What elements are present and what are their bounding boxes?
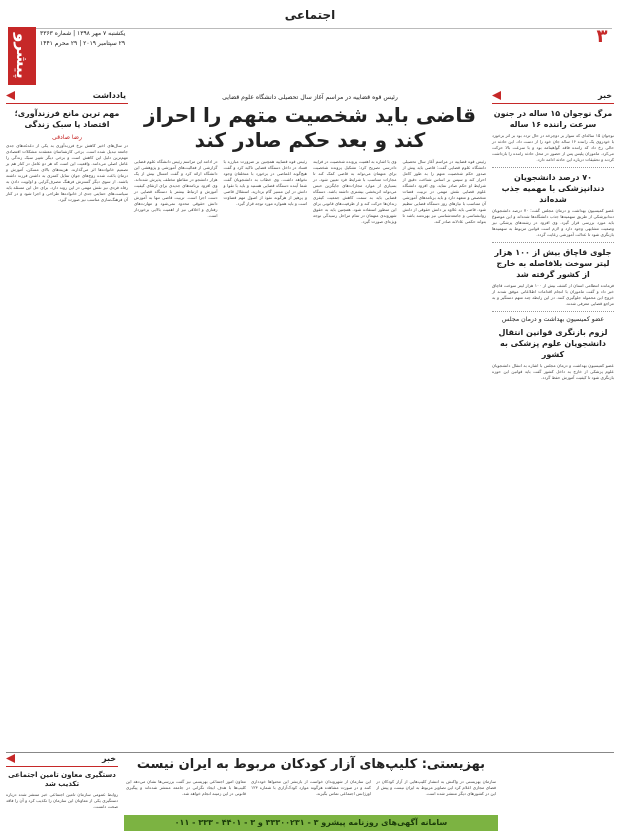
story3-body: فرمانده انتظامی استان از کشف بیش از ۱۰۰ هزار لیتر سوخت قاچاق خبر داد و گفت ماموران با انجام اقدامات اطلاعاتی موفق شدند از خروج این محموله جلوگیری کنند. در این رابطه چند متهم دستگیر و به مراجع قضایی معرفی شدند. bbox=[492, 283, 615, 306]
arrow-left-icon bbox=[6, 91, 15, 100]
story4-headline[interactable]: لزوم بازنگری قوانین انتقال دانشجویان علوم پزشکی به کشور bbox=[498, 328, 608, 359]
bottom-body-col-1: سازمان بهزیستی در واکنش به انتشار کلیپ‌هایی از آزار کودکان در فضای مجازی اعلام کرد این تصاویر مربوط به ایران نیست و پیش از این در کشورهای دیگر منتشر شده است. bbox=[376, 779, 496, 796]
story2-headline[interactable]: ۷۰ درصد دانشجویان دندانپزشکی با مهمیه جذب شده‌اند bbox=[501, 173, 605, 204]
bottom-headline[interactable]: بهزیستی: کلیپ‌های آزار کودکان مربوط به ایران نیست bbox=[136, 757, 486, 772]
arrow-left-icon bbox=[6, 754, 15, 763]
main-headline[interactable]: قاضی باید شخصیت متهم را احراز کند و بعد حکم صادر کند bbox=[143, 103, 477, 152]
story4-body: عضو کمیسیون بهداشت و درمان مجلس با اشاره به انتقال دانشجویان علوم پزشکی از خارج به داخل کشور گفت باید قوانین این حوزه بازنگری شود تا کیفیت آموزش حفظ گردد. bbox=[492, 363, 614, 380]
left-column-tag: یادداشت bbox=[92, 91, 126, 100]
main-story bbox=[134, 90, 486, 750]
ad-banner[interactable]: سامانه آگهی‌های روزنامه پیشرو ۳ - ۳۳۳۰۰۲۳۱ و ۳ - ۴۴۰۱ - ۳۳۳ - ۰۱۱ bbox=[124, 815, 498, 831]
note-headline[interactable]: مهم ترین مانع فرزندآوری؛ اقتصاد یا سبک زندگی bbox=[14, 109, 120, 129]
main-body-col-2: وی با اشاره به اهمیت پرونده شخصیت در فرایند دادرسی تصریح کرد: تشکیل پرونده شخصیت برای متهمان می‌تواند به قاضی کمک کند تا مجازات متناسب با شرایط فرد تعیین شود. در بسیاری از موارد مجازات‌های جایگزین حبس می‌تواند اثربخشی بیشتری داشته باشد. دستگاه قضایی باید به سمت کاهش جمعیت کیفری زندان‌ها حرکت کند و از ظرفیت‌های قانونی برای این منظور استفاده شود. همچنین باید به حقوق شهروندی متهمان در تمام مراحل رسیدگی توجه ویژه‌ای صورت گیرد. bbox=[313, 159, 397, 224]
main-story-columns bbox=[134, 159, 486, 225]
left-column-header bbox=[6, 90, 128, 104]
main-body-col-3: رئیس قوه قضاییه همچنین بر ضرورت مبارزه با فساد در داخل دستگاه قضایی تاکید کرد و گفت هیچ‌گونه اغماضی در برخورد با متخلفان وجود نخواهد داشت. وی خطاب به دانشجویان گفت شما آینده دستگاه قضایی هستید و باید با تقوا و دانش در این مسیر گام بردارید. استقلال قاضی و پرهیز از هرگونه نفوذ از اصول مهم قضاوت است و باید همواره مورد توجه قرار گیرد. bbox=[223, 159, 307, 206]
bottom-left-headline[interactable]: دستگیری معاون تامین اجتماعی تکذیب شد bbox=[8, 771, 116, 788]
story1-body: نوجوان ۱۵ ساله‌ای که سوار بر دوچرخه در حال تردد بود بر اثر برخورد با خودروی یک راننده ۱۶ ساله جان خود را از دست داد. این حادثه در حالی رخ داد که راننده فاقد گواهینامه بود و با سرعت بالا حرکت می‌کرد. ماموران پلیس پس از حضور در محل حادثه راننده را بازداشت کردند و تحقیقات درباره این حادثه ادامه دارد. bbox=[492, 133, 615, 162]
right-column-header bbox=[492, 90, 614, 104]
bottom-left-tag: خبر bbox=[101, 754, 116, 763]
main-kicker: رئیس قوه قضاییه در مراسم آغاز سال تحصیلی دانشگاه علوم قضایی bbox=[222, 94, 398, 101]
bottom-left-header bbox=[6, 753, 118, 767]
bottom-body-col-2: این سازمان از شهروندان خواست از بازنشر این محتواها خودداری کنند و در صورت مشاهده هرگونه موارد کودک‌آزاری با شماره ۱۲۳ اورژانس اجتماعی تماس بگیرند. bbox=[251, 779, 371, 796]
story2-body: عضو کمیسیون بهداشت و درمان مجلس گفت: ۷۰ درصد دانشجویان دندانپزشکی از طریق سهمیه‌ها جذب دانشگاه‌ها شده‌اند و این موضوع باید مورد بررسی قرار گیرد. وی افزود در رشته‌های پزشکی نیز وضعیت مشابهی وجود دارد و لازم است قوانین مربوط به سهمیه‌ها بازنگری شود تا عدالت آموزشی رعایت گردد. bbox=[492, 208, 614, 237]
date-line-2: ۲۹ سپتامبر ۲۰۱۹ | ۲۹ محرم ۱۴۴۱ bbox=[40, 40, 126, 47]
bottom-left-body: روابط عمومی سازمان تامین اجتماعی خبر منتشر شده درباره دستگیری یکی از معاونان این سازمان را تکذیب کرد و آن را فاقد صحت دانست. bbox=[6, 792, 118, 809]
main-body-col-4: در ادامه این مراسم رئیس دانشگاه علوم قضایی گزارشی از فعالیت‌های آموزشی و پژوهشی این دانشگاه ارائه کرد و گفت امسال بیش از یک هزار دانشجو در مقاطع مختلف پذیرش شده‌اند. وی افزود برنامه‌های جدیدی برای ارتقای کیفیت آموزش و ارتباط بیشتر با دستگاه قضایی در دست اجرا است. تربیت قاضی تنها به آموزش دانش حقوقی محدود نمی‌شود و مهارت‌های رفتاری و اخلاقی نیز از اهمیت بالایی برخوردار است. bbox=[134, 159, 218, 218]
story3-headline[interactable]: جلوی قاچاق بیش از ۱۰۰ هزار لیتر سوخت بلافاصله به خارج از کشور گرفته شد bbox=[494, 248, 612, 279]
section-title: اجتماعی bbox=[284, 8, 336, 22]
divider bbox=[492, 167, 614, 168]
page-number: ۳ bbox=[596, 26, 608, 47]
bottom-left-story bbox=[6, 753, 118, 810]
bottom-band bbox=[6, 752, 614, 833]
date-block bbox=[40, 29, 150, 49]
arrow-left-icon bbox=[492, 91, 501, 100]
right-column bbox=[492, 90, 614, 750]
note-body: در سال‌های اخیر کاهش نرخ فرزندآوری به یکی از دغدغه‌های جدی جامعه تبدیل شده است. برخی کارشناسان معتقدند مشکلات اقتصادی مهم‌ترین دلیل این کاهش است و برخی دیگر تغییر سبک زندگی را عامل اصلی می‌دانند. واقعیت این است که هر دو عامل در کنار هم بر تصمیم خانواده‌ها اثر می‌گذارند. هزینه‌های بالای مسکن، آموزش و درمان باعث شده زوج‌های جوان تمایل کمتری به داشتن فرزند داشته باشند. از سوی دیگر گسترش فرهنگ مصرف‌گرایی و اولویت دادن به رفاه فردی نیز نقش مهمی در این روند دارد. برای حل این مسئله باید سیاست‌های حمایتی جدی از خانواده‌ها طراحی و اجرا شود و در کنار آن فرهنگ‌سازی مناسب نیز صورت گیرد. bbox=[6, 143, 128, 202]
left-column bbox=[6, 90, 128, 750]
bottom-story-columns bbox=[126, 779, 496, 813]
divider bbox=[492, 242, 614, 243]
divider bbox=[492, 311, 614, 312]
right-column-tag: خبر bbox=[597, 91, 612, 100]
main-body-col-1: رئیس قوه قضاییه در مراسم آغاز سال تحصیلی دانشگاه علوم قضایی گفت: قاضی باید پیش از صدور حکم شخصیت متهم را به طور کامل احراز کند و سپس بر اساس شناخت دقیق از شرایط او حکم صادر نماید. وی افزود دانشگاه علوم قضایی نقش مهمی در تربیت قضات متخصص و متعهد دارد و باید برنامه‌های آموزشی آن متناسب با نیازهای روز دستگاه قضایی تنظیم شود. قاضی باید علاوه بر دانش حقوقی از دانش روانشناسی و جامعه‌شناسی نیز بهره‌مند باشد تا بتواند حکمی عادلانه صادر کند. bbox=[402, 159, 486, 224]
masthead bbox=[0, 0, 620, 79]
story4-kicker: عضو کمیسیون بهداشت و درمان مجلس bbox=[501, 316, 605, 323]
date-line-1: یکشنبه ۷ مهر ۱۳۹۸ | شماره ۳۳۶۳ bbox=[40, 30, 126, 37]
story1-headline[interactable]: مرگ نوجوان ۱۵ ساله در جنون سرعت راننده ۱۶ ساله bbox=[493, 109, 613, 129]
newspaper-logo: پیشرو bbox=[8, 27, 36, 85]
bottom-body-col-3: معاون امور اجتماعی بهزیستی نیز گفت بررسی‌ها نشان می‌دهد این کلیپ‌ها با هدف ایجاد نگرانی در جامعه منتشر شده‌اند و پیگیری قانونی در این زمینه انجام خواهد شد. bbox=[126, 779, 246, 796]
note-author: رضا صادقی bbox=[51, 134, 83, 141]
